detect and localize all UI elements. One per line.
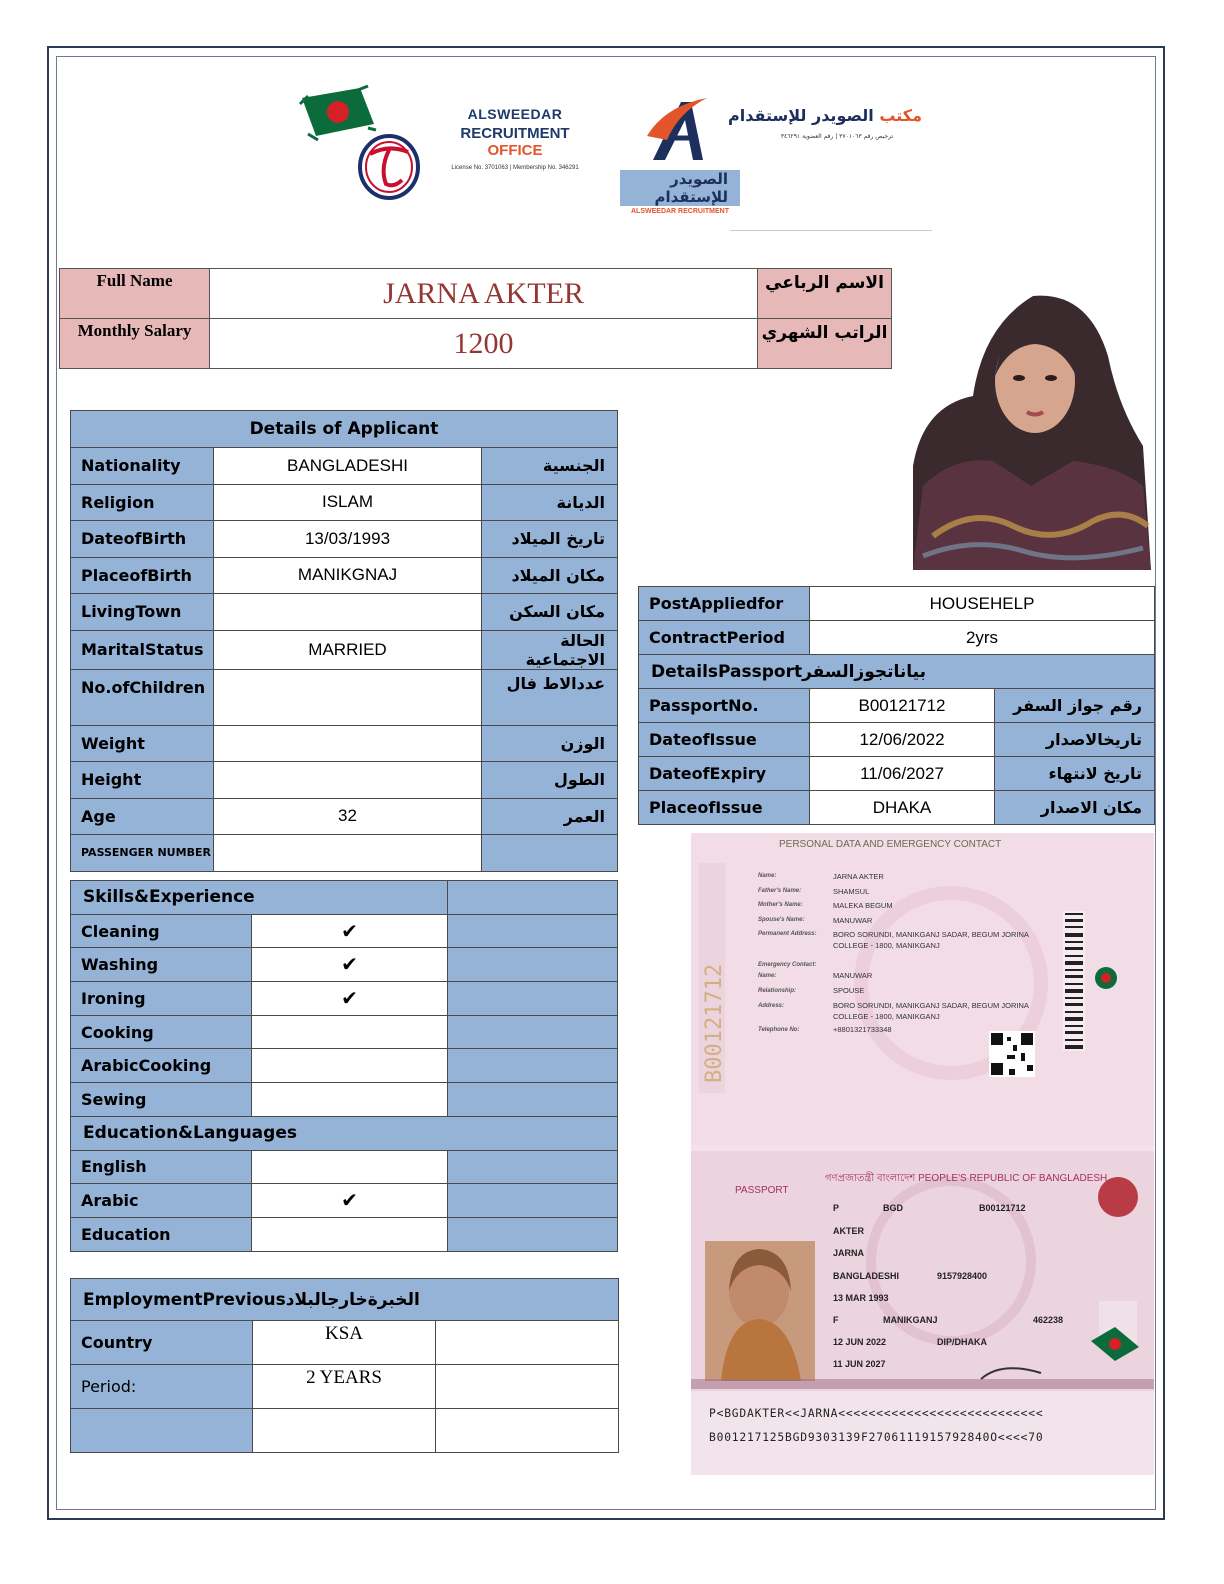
pp-field-label: Address: <box>758 1003 785 1009</box>
language-check <box>252 1150 448 1184</box>
pp-field-value: BORO SORUNDI, MANIKGANJ SADAR, BEGUM JORINA <box>833 1001 1029 1010</box>
table-row <box>71 798 618 835</box>
detail-arabic-label: العمر <box>482 798 618 835</box>
table-row <box>639 621 1155 655</box>
pp-personal-number: 9157928400 <box>937 1271 988 1281</box>
table-row <box>639 689 1155 723</box>
table-row <box>71 1150 618 1184</box>
pp-emergency-label: Emergency Contact: <box>758 962 817 968</box>
detail-label: Nationality <box>71 448 214 485</box>
detail-value <box>214 669 482 725</box>
pp-field-value: BORO SORUNDI, MANIKGANJ SADAR, BEGUM JORINA <box>833 930 1029 939</box>
detail-value: 32 <box>214 798 482 835</box>
detail-label: PASSENGER NUMBER <box>71 835 214 872</box>
employment-label <box>71 1409 253 1453</box>
office-logo-office: OFFICE <box>487 142 543 159</box>
salary-arabic-label: الراتب الشهري <box>758 319 892 369</box>
passport-value: DHAKA <box>810 791 995 825</box>
details-table <box>70 410 618 872</box>
office-logo-line2 <box>440 125 590 159</box>
pp-mrz-line2: B001217125BGD9303139F2706111915792840O<<<<70 <box>709 1431 1044 1444</box>
detail-value <box>214 835 482 872</box>
detail-value <box>214 725 482 762</box>
table-row <box>71 1184 618 1218</box>
detail-arabic-label: الجنسية <box>482 448 618 485</box>
passport-arabic-label: رقم جواز السفر <box>995 689 1155 723</box>
pp-field-value: COLLEGE - 1800, MANIKGANJ <box>833 941 940 950</box>
table-row <box>71 948 618 982</box>
detail-label: Religion <box>71 484 214 521</box>
education-title: Education&Languages <box>71 1116 618 1150</box>
full-name-row <box>60 269 892 319</box>
a-logo-arabic: الصويدر للإستقدام <box>620 170 740 206</box>
detail-arabic-label: مكان الميلاد <box>482 557 618 594</box>
pp-country-code: BGD <box>883 1203 903 1213</box>
employment-blank <box>436 1365 619 1409</box>
alsweedar-a-logo <box>620 96 740 215</box>
language-blank <box>448 1150 618 1184</box>
employment-blank <box>436 1321 619 1365</box>
language-blank <box>448 1217 618 1251</box>
pp-field-value: JARNA AKTER <box>833 872 884 881</box>
skill-label: Cooking <box>71 1015 252 1049</box>
employment-blank <box>436 1409 619 1453</box>
detail-value: MARRIED <box>214 630 482 669</box>
detail-arabic-label: الطول <box>482 762 618 799</box>
language-check: ✔ <box>252 1184 448 1218</box>
skill-check: ✔ <box>252 948 448 982</box>
full-name-arabic-label: الاسم الرباعي <box>758 269 892 319</box>
pp-field-value: COLLEGE - 1800, MANIKGANJ <box>833 1012 940 1021</box>
passport-personal-page <box>691 833 1154 1145</box>
skill-check: ✔ <box>252 982 448 1016</box>
detail-arabic-label: الحالة الاجتماعية <box>482 630 618 669</box>
passport-value: 11/06/2027 <box>810 757 995 791</box>
passport-value: 12/06/2022 <box>810 723 995 757</box>
table-row <box>71 1015 618 1049</box>
table-row <box>71 1049 618 1083</box>
pp-authority: DIP/DHAKA <box>937 1337 988 1347</box>
passport-header-row <box>639 655 1155 689</box>
salary-row <box>60 319 892 369</box>
office-logo-license: License No. 3701063 | Membership No. 346291 <box>451 165 579 171</box>
passport-scan <box>691 833 1154 1475</box>
a-letter-icon <box>645 96 715 164</box>
arabic-logo-name: الصويدر للإستقدام <box>728 106 874 125</box>
pp-field-label: Father's Name: <box>758 888 802 894</box>
arabic-logo-title <box>728 106 922 125</box>
skill-label: Cleaning <box>71 914 252 948</box>
pp-surname: AKTER <box>833 1226 864 1236</box>
table-row <box>71 762 618 799</box>
pp-field-value: MANUWAR <box>833 916 873 925</box>
detail-value <box>214 762 482 799</box>
language-blank <box>448 1184 618 1218</box>
detail-label: Height <box>71 762 214 799</box>
header-divider <box>730 230 932 231</box>
passport-label: DateofIssue <box>639 723 810 757</box>
detail-arabic-label: الوزن <box>482 725 618 762</box>
skill-label: Washing <box>71 948 252 982</box>
pp-previous-number: 462238 <box>1033 1315 1064 1325</box>
contract-period-value: 2yrs <box>810 621 1155 655</box>
full-name-label: Full Name <box>60 269 210 319</box>
language-check <box>252 1217 448 1251</box>
passport-data-watermark <box>691 1151 1154 1475</box>
employment-table <box>70 1278 619 1453</box>
table-row <box>71 1217 618 1251</box>
pp-field-label: Spouse's Name: <box>758 917 805 923</box>
detail-label: MaritalStatus <box>71 630 214 669</box>
pp-mrz-line1: P<BGDAKTER<<JARNA<<<<<<<<<<<<<<<<<<<<<<<<<<< <box>709 1407 1044 1420</box>
table-row <box>71 521 618 558</box>
full-name-value: JARNA AKTER <box>210 269 758 319</box>
passport-data-page <box>691 1151 1154 1475</box>
table-row <box>71 835 618 872</box>
arabic-logo-subtitle: ترخيص رقم ٣٧٠١٠٦٣ | رقم العضوية ٣٤٦٢٩١ <box>780 133 894 140</box>
employment-header-row <box>71 1279 619 1321</box>
detail-arabic-label: عددالاط فال <box>482 669 618 725</box>
passport-details-title: DetailsPassportبياناتجوزالسفر <box>639 655 1155 689</box>
table-row <box>639 791 1155 825</box>
passport-arabic-label: مكان الاصدار <box>995 791 1155 825</box>
table-row <box>639 757 1155 791</box>
skill-blank <box>448 948 618 982</box>
skills-header-blank <box>448 881 618 915</box>
table-row <box>71 1321 619 1365</box>
skill-blank <box>448 1083 618 1117</box>
pp-nationality: BANGLADESHI <box>833 1271 900 1281</box>
employment-label: Period: <box>71 1365 253 1409</box>
name-salary-table <box>59 268 892 369</box>
post-applied-value: HOUSEHELP <box>810 587 1155 621</box>
skill-blank <box>448 982 618 1016</box>
table-row <box>71 914 618 948</box>
detail-label: Weight <box>71 725 214 762</box>
table-row <box>71 594 618 631</box>
skill-check <box>252 1083 448 1117</box>
skill-label: ArabicCooking <box>71 1049 252 1083</box>
table-row <box>71 669 618 725</box>
alsweedar-office-logo <box>440 106 590 171</box>
pp-place-of-birth: MANIKGANJ <box>883 1315 938 1325</box>
skills-header-row <box>71 881 618 915</box>
employment-value: KSA <box>253 1321 436 1365</box>
pp-field-value: SHAMSUL <box>833 887 870 896</box>
table-row <box>71 1083 618 1117</box>
pp-field-label: Mother's Name: <box>758 902 803 908</box>
salary-label: Monthly Salary <box>60 319 210 369</box>
contract-period-label: ContractPeriod <box>639 621 810 655</box>
pp-type: P <box>833 1203 840 1213</box>
passport-country-heading: গণপ্রজাতন্ত্রী বাংলাদেশ PEOPLE'S REPUBLIC OF BANGLADESH <box>825 1173 1108 1184</box>
pp-expiry-date: 11 JUN 2027 <box>833 1359 886 1369</box>
svg-text:B00121712: B00121712 <box>702 963 727 1083</box>
detail-arabic-label: تاريخ الميلاد <box>482 521 618 558</box>
detail-label: No.ofChildren <box>71 669 214 725</box>
detail-label: Age <box>71 798 214 835</box>
passport-label: DateofExpiry <box>639 757 810 791</box>
skills-title: Skills&Experience <box>71 881 448 915</box>
detail-label: PlaceofBirth <box>71 557 214 594</box>
office-logo-recruitment: RECRUITMENT <box>460 125 570 142</box>
table-row <box>71 484 618 521</box>
detail-value: MANIKGNAJ <box>214 557 482 594</box>
language-label: Education <box>71 1217 252 1251</box>
pp-field-label: Telephone No: <box>758 1027 800 1033</box>
table-row <box>71 982 618 1016</box>
skill-blank <box>448 1015 618 1049</box>
pp-field-value: MANUWAR <box>833 971 873 980</box>
passport-page-title: PERSONAL DATA AND EMERGENCY CONTACT <box>779 839 1002 850</box>
detail-arabic-label <box>482 835 618 872</box>
skill-blank <box>448 1049 618 1083</box>
language-label: English <box>71 1150 252 1184</box>
table-row <box>71 1365 619 1409</box>
pp-field-label: Permanent Address: <box>758 931 817 937</box>
passport-arabic-label: تاريخ لانتهاء <box>995 757 1155 791</box>
table-row <box>71 630 618 669</box>
a-logo-english: ALSWEEDAR RECRUITMENT <box>631 208 729 215</box>
pp-sex: F <box>833 1315 839 1325</box>
pp-field-value: +8801321733348 <box>833 1025 892 1034</box>
employment-value: 2 YEARS <box>253 1365 436 1409</box>
skill-label: Ironing <box>71 982 252 1016</box>
detail-value: BANGLADESHI <box>214 448 482 485</box>
employment-label: Country <box>71 1321 253 1365</box>
pp-passport-number: B00121712 <box>979 1203 1026 1213</box>
arabic-logo-maktab: مكتب <box>879 106 922 125</box>
passport-value: B00121712 <box>810 689 995 723</box>
office-logo-line1: ALSWEEDAR <box>467 106 563 122</box>
table-row <box>71 725 618 762</box>
skills-table <box>70 880 618 1252</box>
detail-arabic-label: الديانة <box>482 484 618 521</box>
salary-value: 1200 <box>210 319 758 369</box>
pp-dob: 13 MAR 1993 <box>833 1293 889 1303</box>
table-row <box>639 587 1155 621</box>
passport-arabic-label: تاريخالاصدار <box>995 723 1155 757</box>
table-row <box>71 557 618 594</box>
pp-field-value: MALEKA BEGUM <box>833 901 893 910</box>
skill-check: ✔ <box>252 914 448 948</box>
table-row <box>71 1409 619 1453</box>
detail-arabic-label: مكان السكن <box>482 594 618 631</box>
detail-label: DateofBirth <box>71 521 214 558</box>
passport-label: PlaceofIssue <box>639 791 810 825</box>
applicant-photo <box>913 286 1151 570</box>
detail-value: ISLAM <box>214 484 482 521</box>
details-header-row <box>71 411 618 448</box>
education-header-row <box>71 1116 618 1150</box>
passport-word: PASSPORT <box>735 1185 789 1196</box>
skill-label: Sewing <box>71 1083 252 1117</box>
arabic-office-logo <box>728 106 922 156</box>
language-label: Arabic <box>71 1184 252 1218</box>
pp-issue-date: 12 JUN 2022 <box>833 1337 887 1347</box>
detail-value <box>214 594 482 631</box>
table-row <box>71 448 618 485</box>
post-passport-table <box>638 586 1155 825</box>
details-title: Details of Applicant <box>71 411 618 448</box>
employment-title: EmploymentPreviousالخبرةخارجالبلاد <box>71 1279 619 1321</box>
pp-field-label: Relationship: <box>758 988 797 994</box>
pp-given-name: JARNA <box>833 1248 865 1258</box>
skill-check <box>252 1049 448 1083</box>
detail-value: 13/03/1993 <box>214 521 482 558</box>
t-circle-logo <box>356 130 422 202</box>
pp-field-label: Name: <box>758 973 777 979</box>
passport-label: PassportNo. <box>639 689 810 723</box>
detail-label: LivingTown <box>71 594 214 631</box>
pp-field-value: SPOUSE <box>833 986 865 995</box>
pp-field-label: Name: <box>758 873 777 879</box>
employment-value <box>253 1409 436 1453</box>
post-applied-label: PostAppliedfor <box>639 587 810 621</box>
skill-blank <box>448 914 618 948</box>
table-row <box>639 723 1155 757</box>
skill-check <box>252 1015 448 1049</box>
